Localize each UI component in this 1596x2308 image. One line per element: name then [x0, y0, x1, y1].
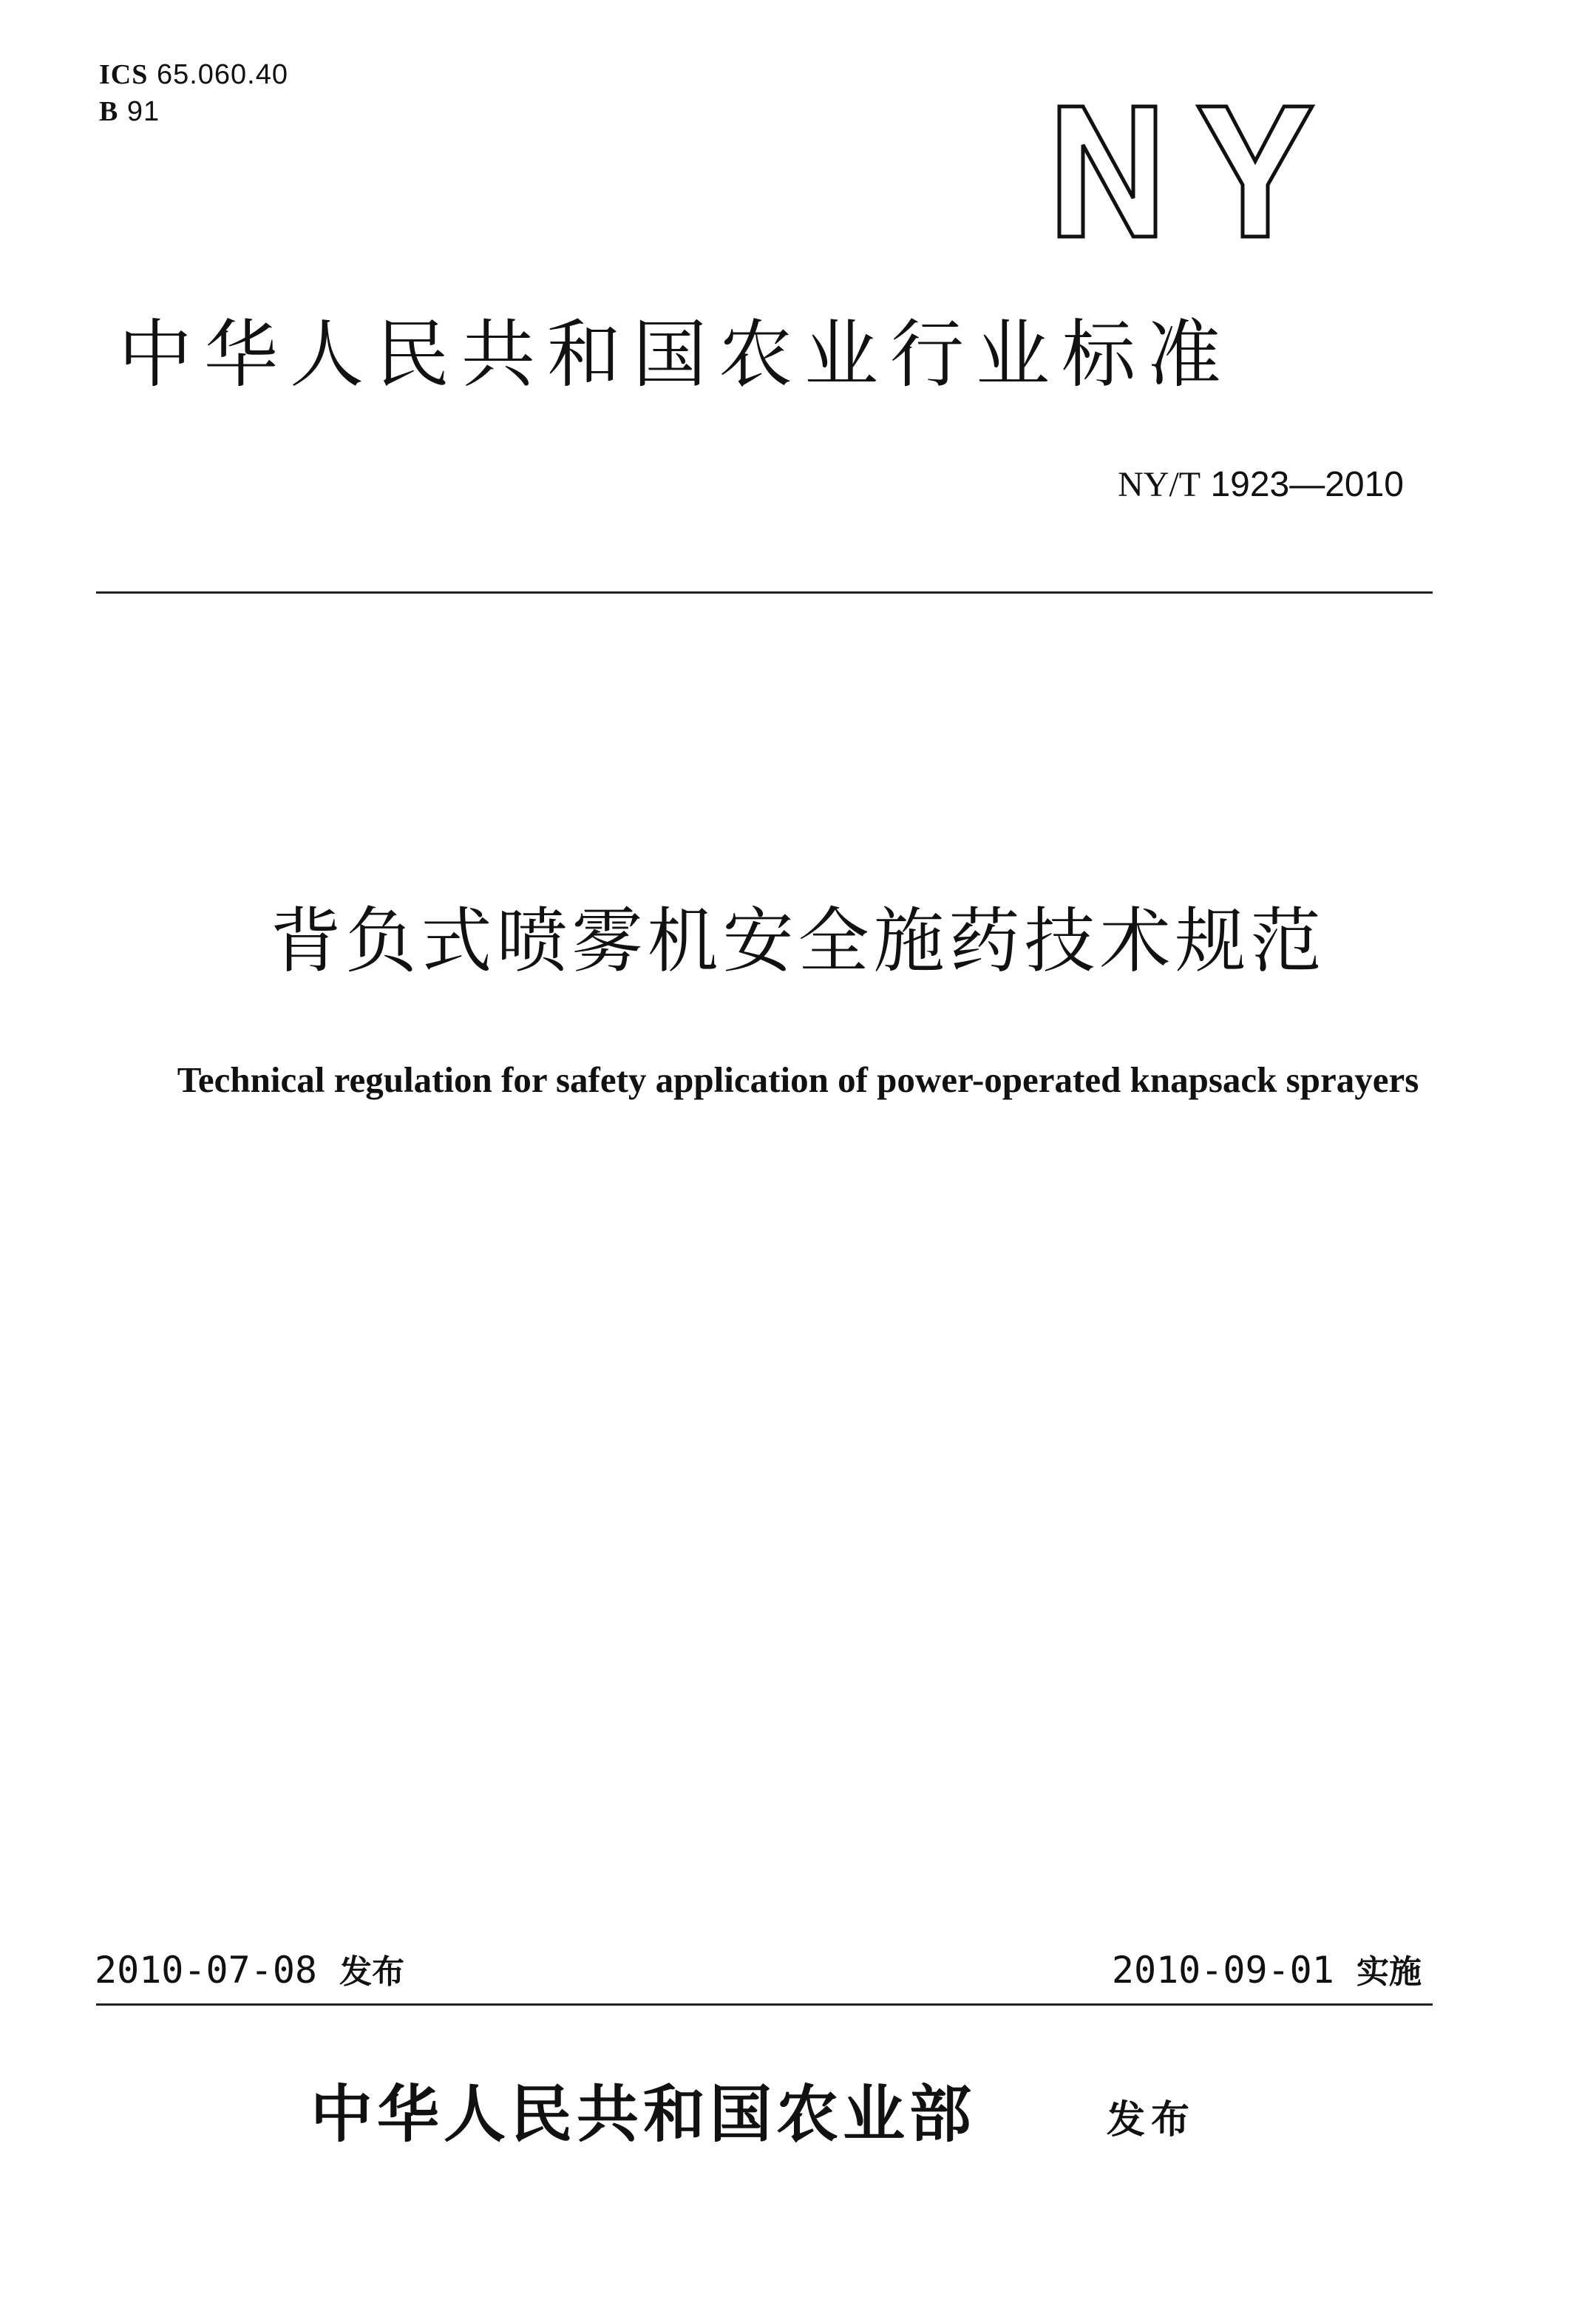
footer-divider — [96, 2003, 1433, 2006]
implementation-date-label: 实施 — [1356, 1953, 1422, 1991]
issue-date — [95, 1949, 405, 1992]
publisher: 中华人民共和国农业部 — [310, 2077, 977, 2151]
implementation-date-value: 2010-09-01 — [1111, 1949, 1334, 1992]
standard-number-prefix: NY/T — [1118, 465, 1201, 504]
header-divider — [96, 591, 1433, 594]
ccs-code: 91 — [126, 96, 160, 127]
publisher-action: 发布 — [1107, 2098, 1196, 2142]
ccs-label: B — [99, 96, 119, 127]
ics-classification — [99, 61, 288, 89]
standard-number-value: 1923—2010 — [1210, 465, 1404, 504]
standard-type: 中华人民共和国农业行业标准 — [118, 311, 1233, 398]
ccs-classification — [99, 98, 160, 126]
issue-date-value: 2010-07-08 — [95, 1949, 318, 1992]
ny-logo — [1053, 103, 1327, 240]
standard-number — [1118, 467, 1404, 503]
ny-logo-letter-y — [1198, 106, 1312, 237]
implementation-date — [1111, 1949, 1422, 1992]
issue-date-label: 发布 — [339, 1953, 405, 1991]
ics-code: 65.060.40 — [156, 59, 288, 90]
ics-label: ICS — [99, 59, 149, 90]
ny-logo-letter-n — [1059, 106, 1155, 237]
title-english: Technical regulation for safety application of power-operated knapsack sprayers — [177, 1059, 1419, 1100]
title-chinese: 背负式喷雾机安全施药技术规范 — [270, 900, 1326, 982]
